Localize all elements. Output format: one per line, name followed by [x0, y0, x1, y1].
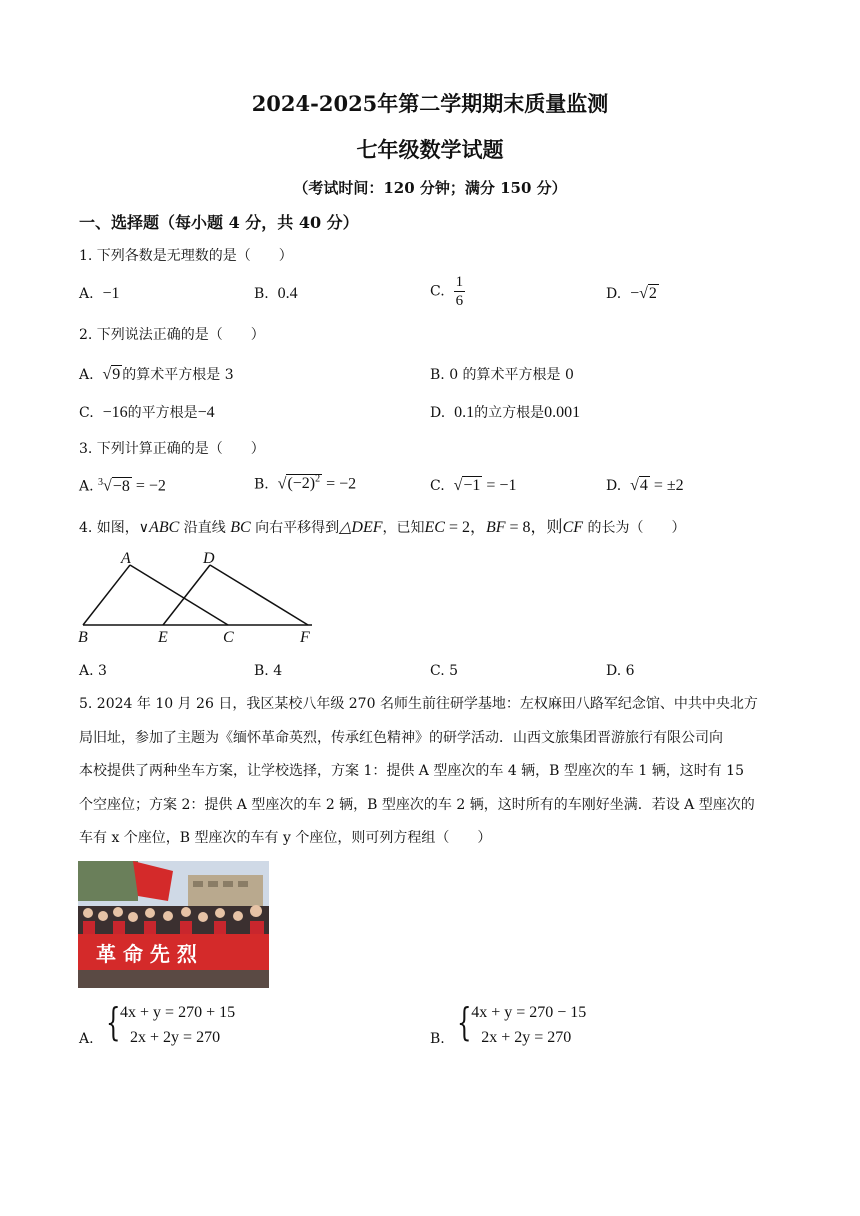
students-banner-photo — [78, 861, 269, 988]
side-df — [210, 565, 308, 625]
q1-option-d: D. −√2 — [606, 285, 657, 302]
q5-option-b: B. { 4x + y = 270 − 15 2x + 2y = 270 — [430, 1000, 587, 1047]
q3-option-a: A. $^3$√−8 = −2 — [79, 477, 166, 495]
question-5-stem: 5. 2024 年 10 月 26 日，我区某校八年级 270 名师生前往研学基地：左权麻田八路军纪念馆、中共中央北方 局旧址，参加了主题为《缅怀革命英烈，传承红色精神》的研学活动．山西文旅集团晋游旅行有限公司向 本校提供了两种坐车方案，让学校选择，方案 1：提供 A 型座次的车 4 辆，B 型座次的车 1 辆，这时有 15 个空座位；方案 2：提供 A 型座次的车 2 辆，B 型座次的车 2 辆，这时所有的车刚好坐满．若设 A 型座次的 车有 x 个座位，B 型座次的车有 y 个座位，则可列方程组（ ） — [79, 696, 758, 846]
q4-option-b: B. 4 — [254, 663, 283, 679]
q3-option-d: D. √4 = ±2 — [606, 477, 684, 494]
q1-option-c: C. $\frac{1}{6}$ — [430, 274, 464, 309]
section-heading: 一、选择题（每小题 4 分，共 40 分） — [79, 213, 359, 232]
q4-option-c: C. 5 — [430, 663, 459, 679]
q5-option-a: A. { 4x + y = 270 + 15 2x + 2y = 270 — [79, 1000, 236, 1047]
label-d: D — [203, 550, 215, 567]
question-4-stem: 4. 如图，∨ABC 沿直线 BC 向右平移得到△DEF，已知EC = 2，BF = 8，则CF 的长为（ ） — [79, 519, 686, 536]
label-f: F — [300, 629, 310, 646]
q2-option-a: A. √9 的算术平方根是 3 — [79, 366, 234, 383]
q2-option-c: C. −16的平方根是−4 — [79, 404, 215, 421]
q2-option-b: B. 0 的算术平方根是 0 — [430, 367, 574, 383]
label-a: A — [121, 550, 131, 567]
side-ac — [130, 565, 228, 625]
q4-option-d: D. 6 — [606, 663, 635, 679]
question-3-stem: 3. 下列计算正确的是（ ） — [79, 441, 265, 457]
question-2-stem: 2. 下列说法正确的是（ ） — [79, 327, 265, 343]
exam-title: 2024-2025年第二学期期末质量监测 — [251, 91, 609, 116]
exam-subtitle: 七年级数学试题 — [356, 137, 504, 162]
label-c: C — [223, 629, 234, 646]
q2-option-d: D. 0.1的立方根是0.001 — [430, 404, 581, 421]
side-ba — [83, 565, 130, 625]
q3-option-c: C. √−1 = −1 — [430, 477, 517, 494]
label-b: B — [78, 629, 88, 646]
q3-option-b: B. $√(-2)^2 = -2$ — [254, 474, 357, 493]
q1-option-b: B. 0.4 — [254, 285, 298, 302]
banner-text: 革 命 先 烈 — [96, 942, 197, 966]
exam-info: （考试时间：120 分钟；满分 150 分） — [293, 179, 567, 197]
q1-option-a: A. −1 — [79, 285, 120, 302]
q4-option-a: A. 3 — [79, 663, 107, 679]
side-ed — [163, 565, 210, 625]
triangle-translation-figure — [70, 545, 330, 650]
question-1-stem: 1. 下列各数是无理数的是（ ） — [79, 248, 293, 264]
label-e: E — [158, 629, 168, 646]
fraction: $\frac{1}{6}$ — [455, 274, 464, 309]
